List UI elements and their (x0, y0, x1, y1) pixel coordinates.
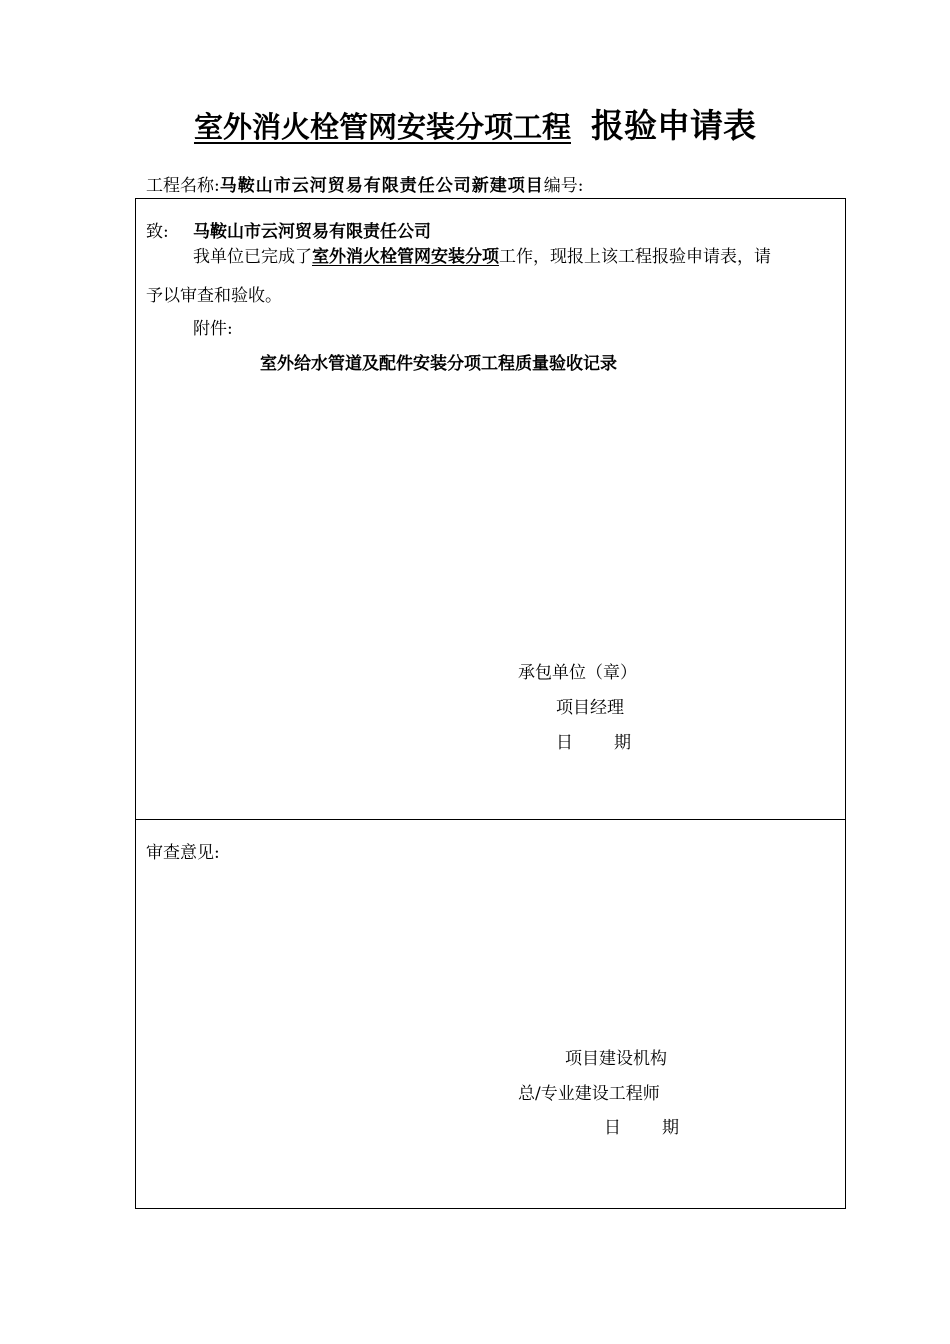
attachment-item: 室外给水管道及配件安装分项工程质量验收记录 (260, 354, 617, 374)
application-body-line2: 予以审查和验收。 (146, 286, 282, 306)
document-title (0, 100, 950, 147)
title-main: 室外消火栓管网安装分项工程 (193, 110, 571, 144)
project-manager-label: 项目经理 (556, 698, 624, 718)
date-char-2: 期 (614, 733, 631, 753)
project-name-label: 工程名称: (146, 176, 220, 196)
project-name: 马鞍山市云河贸易有限责任公司新建项目 (219, 176, 544, 196)
project-info-line (146, 174, 583, 198)
form-table (135, 198, 846, 1209)
title-suffix: 报验申请表 (591, 106, 756, 145)
number-label: 编号: (543, 176, 584, 196)
body-suffix: 工作，现报上该工程报验申请表，请 (499, 247, 771, 267)
review-label: 审查意见: (146, 843, 220, 863)
section-divider (135, 819, 846, 820)
to-label: 致: (146, 222, 169, 242)
date-label (556, 731, 631, 755)
body-prefix: 我单位已完成了 (193, 247, 312, 267)
recipient-name: 马鞍山市云河贸易有限责任公司 (193, 222, 431, 242)
contractor-seal: 承包单位（章） (518, 663, 637, 683)
review-date-char-2: 期 (662, 1118, 679, 1138)
review-org-label: 项目建设机构 (565, 1049, 667, 1069)
application-body-line1 (193, 245, 771, 269)
date-char-1: 日 (556, 733, 573, 753)
attachment-label: 附件: (193, 319, 233, 339)
body-item: 室外消火栓管网安装分项 (312, 247, 499, 267)
review-date-char-1: 日 (604, 1118, 621, 1138)
review-date-label (604, 1116, 679, 1140)
review-engineer-label: 总/专业建设工程师 (518, 1084, 660, 1104)
